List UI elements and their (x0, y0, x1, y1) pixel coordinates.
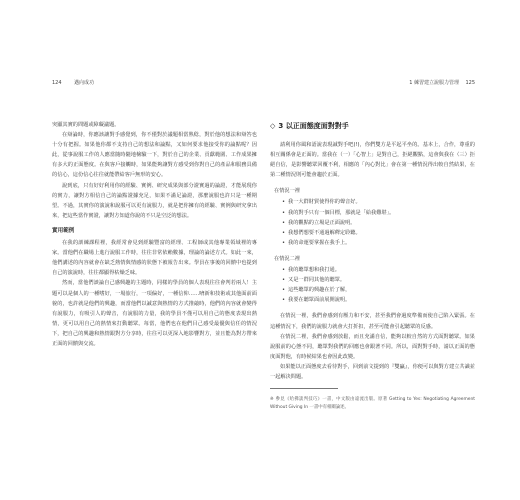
paragraph: 在我的訓練課程裡，我經常會見到經驗豐富的經理、工程師或其他專業領域裡的專家。當他們在職場上進行說服工作時，往往非常依賴數據，理論的論述方式。如此一來，他們講述的內容就會在缺乏熱情與情感的狀態下被報告出來。學員在事後的回饋中也提到自己的演說時，往往都顯得枯燥乏味。 (52, 240, 257, 277)
paragraph: 說到底，只有好好利用你的經驗、實例、研究成果與部分證實過的論證，才能展現你的實力，讓對方相信自己的論點證據充足，如果不滿足論證，那麼說服也許只是一種期望。不過，其實你的演說和說服可以更有說服力，就是把你擁有的經驗、實例與研究拿出來，把這些當作實證，讓對方知道你說的不只是空泛的想法。 (52, 182, 257, 219)
list-item: • 我要在聽眾面前展開說明。 (282, 295, 475, 305)
list-item: • 我一大群財貿使得你的聲音好。 (282, 197, 475, 207)
section-marker-icon: ◇ (270, 122, 276, 130)
scenario-label: 在情況二裡 (274, 255, 300, 262)
right-page-number: 125 (465, 80, 475, 86)
list-item: • 又是一群同其他的聽眾。 (282, 275, 475, 285)
right-page (270, 0, 475, 500)
left-body-text (52, 120, 257, 349)
subheading: 實用範例 (52, 227, 75, 234)
scenario-label: 在情況一裡 (274, 188, 300, 195)
paragraph: 突顯其實的問題或障礙議題。 (52, 122, 120, 128)
bullet-icon: • (282, 239, 286, 246)
list-item: • 我想們想要不通過解釋定聆聽。 (282, 228, 475, 238)
paragraph: 然而，當他們談論自己感興趣的主題時，同樣的學員的個人表現往往會判若兩人！主題可以是個人的一種嗜好，一場旅行，一項偏好，一種信仰……唷新和技術或其他面前面貌的，也許就是他們的興趣，而當他們以誠意與熱情的方式推敲時，他們的內容就會變得有說服力，有吸引人的聲音，有說服的力量，我的學員不僅可以用自己的態度表現出熱情，更可以用自己的熱情來打動聽眾。每當，他們也在他們目己感受最優與信任的情況下，把自己的興趣和熱情跟對方分享時，往往可以更深入地影響對方，並且能為對方帶來正面的回饋與交流。 (52, 280, 257, 347)
scenario-one-list (274, 186, 475, 248)
scenario-two-list (274, 254, 475, 305)
list-item: • 我的聽眾想和我打通。 (282, 265, 475, 275)
bullet-icon: • (282, 267, 286, 274)
section-title (270, 120, 475, 132)
bullet-icon: • (282, 219, 286, 226)
list-item: • 這些聽眾的興趣在於了解， (282, 285, 475, 295)
right-running-title: 1 練習建立說服力管理 (409, 80, 459, 86)
bullet-icon: • (282, 277, 286, 284)
left-page-number: 124 (52, 80, 62, 86)
paragraph: 如果能以正面態度去看待對手，回到前文提到的『雙贏』，你便可以與對方建立共識並一起解決問題。 (270, 363, 475, 380)
paragraph: 在辯論時，你應該讓對手感覺到，你不僅對於議題相當熟稔，對於他的想法和辯答也十分有把握。如果他你都不支持自己的想法和論點，又如何要求他接受你的論點呢？因此，從事說服工作的人應當隨時隨地檢驗一下，對於自己的企業、貢獻範圍、工作成果擁有多大的正面態度。在與客戶接觸時，如果能夠讓對方感受到你對自己的產品和服務具備的信心，這份信心往往就能帶給客戶無形的安心。 (52, 132, 257, 179)
list-item: • 我的對手只有一個目標，那就是「給我難堪」。 (282, 208, 475, 218)
footnote (270, 396, 475, 412)
footnote-marker: ※ (270, 397, 274, 403)
left-running-title: 邁向成功 (74, 80, 95, 86)
bullet-icon: • (282, 199, 286, 206)
bullet-icon: • (282, 209, 286, 216)
bullet-icon: • (282, 229, 286, 236)
right-body-text (270, 120, 475, 382)
paragraph: 在情況一裡，我們會感到有壓力和不安，甚至我們會過度準備而使自己陷入緊張。在這種情況下，我們的說服力就會大打折扣，甚至可能會引起聽眾的反感。 (270, 313, 475, 330)
paragraph: 請利用你風和語說表現誠對手吧(!)，你們雙方是平起平坐的。基本上，合作，尊重的相互關係會是正面的。當我在（一）「心智上」是對自己，拒絕觀點，這會與我在（三）拒絕自信，是影響聽眾回覆不利，相應的「內心對比」會在第一種情況得出較自然結果，在第二種情況則可能會趨於正面。 (270, 142, 475, 179)
list-item: • 我的命運要掌握在我手上。 (282, 238, 475, 248)
footnote-text: 參見《哈佛談判技巧》一書，中文版由遠流出版。原著 Getting to Yes: Negotiating Agreement Without Giving In 一書中有相關論述。 (270, 397, 475, 411)
left-page (52, 0, 257, 500)
paragraph: 在情況二裡，我們會感到放鬆，而且充滿自信，能夠以較自然的方式面對聽眾。如果說服前的心態不同，聽眾對我們的回應也會跟著不同。所以，面對對手時，請以正面的態度面對他，有時候結果也會因此改變。 (270, 333, 475, 360)
bullet-icon: • (282, 287, 286, 294)
bullet-icon: • (282, 297, 286, 304)
footnote-divider (270, 388, 338, 389)
section-title-text: 3 以正面態度面對對手 (278, 122, 349, 130)
list-item: • 我的觀點的立場是正面說明。 (282, 218, 475, 228)
